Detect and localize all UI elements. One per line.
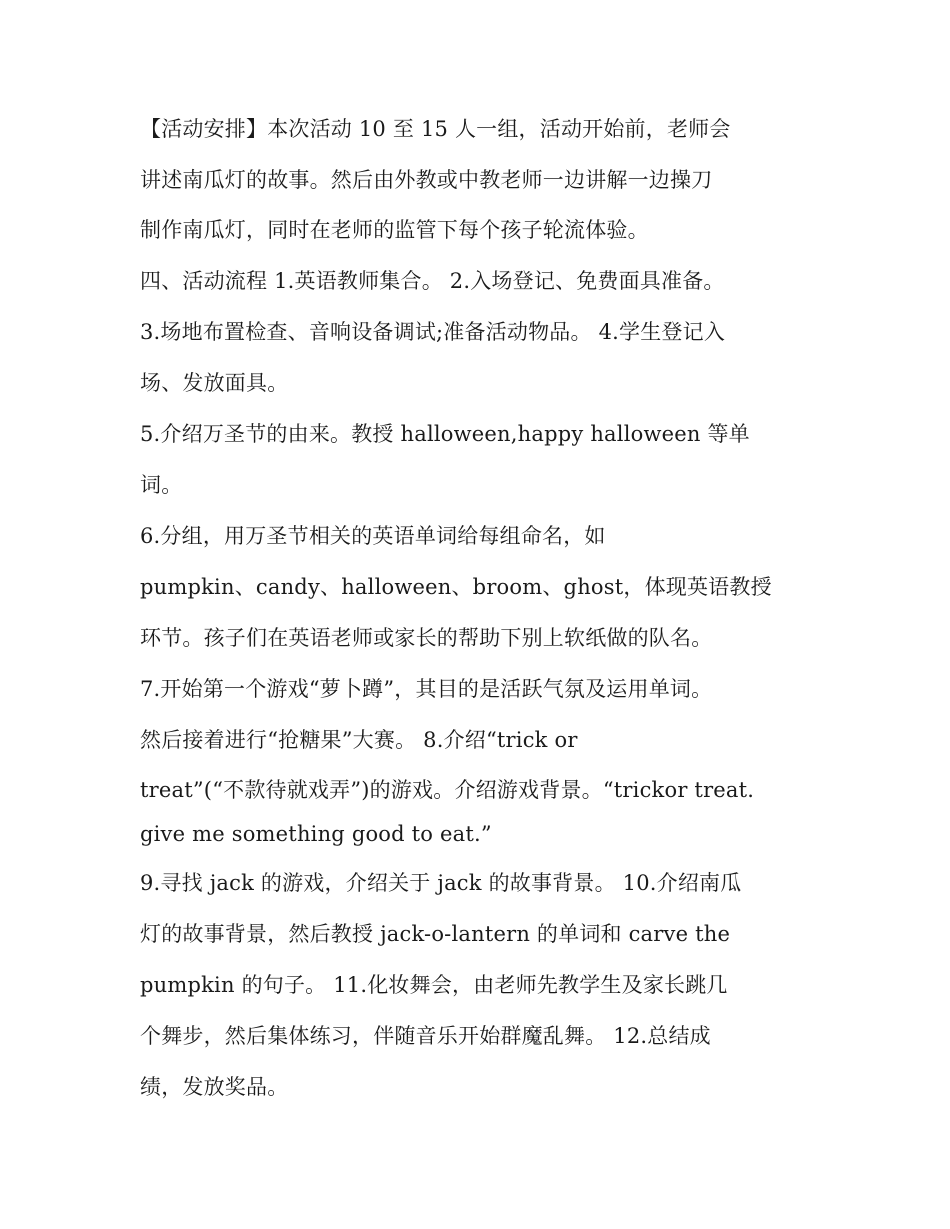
text-line: 7.开始第一个游戏“萝卜蹲”，其目的是活跃气氛及运用单词。 (140, 677, 713, 701)
text-line: 词。 (140, 473, 183, 497)
text-line: 灯的故事背景，然后教授 jack-o-lantern 的单词和 carve the (140, 922, 731, 946)
text-line: 【活动安排】本次活动 10 至 15 人一组，活动开始前，老师会 (140, 117, 731, 141)
text-line: 绩，发放奖品。 (140, 1075, 289, 1099)
text-line: 3.场地布置检查、音响设备调试;准备活动物品。 4.学生登记入 (140, 320, 726, 344)
text-line: 9.寻找 jack 的游戏，介绍关于 jack 的故事背景。 10.介绍南瓜 (140, 871, 742, 895)
text-line: pumpkin、candy、halloween、broom、ghost，体现英语教授 (140, 575, 772, 599)
text-line: 四、活动流程 1.英语教师集合。 2.入场登记、免费面具准备。 (140, 269, 725, 293)
text-line: 讲述南瓜灯的故事。然后由外教或中教老师一边讲解一边操刀 (140, 168, 713, 192)
text-line: pumpkin 的句子。 11.化妆舞会，由老师先教学生及家长跳几 (140, 973, 728, 997)
text-line: give me something good to eat.” (140, 822, 492, 846)
text-line: 6.分组，用万圣节相关的英语单词给每组命名，如 (140, 524, 606, 548)
text-line: 场、发放面具。 (140, 371, 289, 395)
text-line: treat”(“不款待就戏弄”)的游戏。介绍游戏背景。“trickor treat. (140, 778, 755, 802)
text-line: 个舞步，然后集体练习，伴随音乐开始群魔乱舞。 12.总结成 (140, 1024, 711, 1048)
text-line: 然后接着进行“抢糖果”大赛。 8.介绍“trick or (140, 728, 578, 752)
text-line: 环节。孩子们在英语老师或家长的帮助下别上软纸做的队名。 (140, 626, 713, 650)
text-line: 5.介绍万圣节的由来。教授 halloween,happy halloween 等单 (140, 422, 750, 446)
text-line: 制作南瓜灯，同时在老师的监管下每个孩子轮流体验。 (140, 218, 649, 242)
